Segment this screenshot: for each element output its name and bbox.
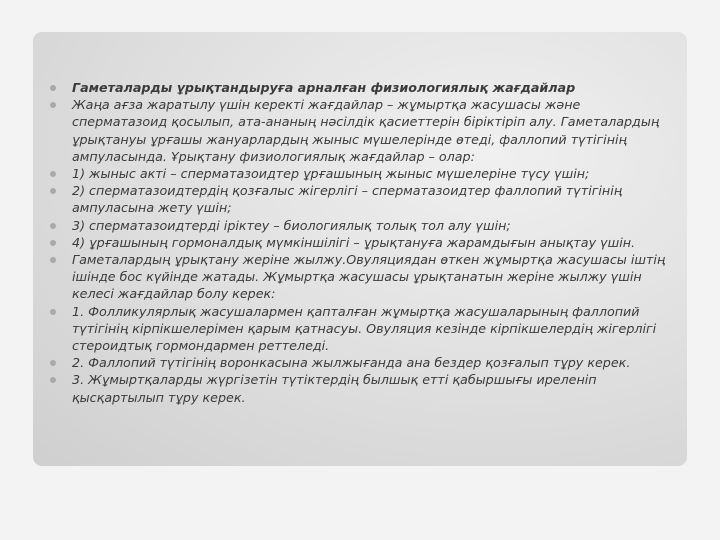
list-item — [50, 251, 675, 303]
list-item — [50, 303, 675, 355]
list-item-text: 2. Фаллопий түтігінің воронкасына жылжығанда ана бездер қозғалып тұру керек. — [72, 355, 631, 371]
bullet-list — [50, 79, 675, 406]
list-item — [50, 79, 675, 96]
list-item — [50, 182, 675, 216]
bullet-icon — [50, 309, 56, 315]
list-item-text: 4) ұрғашының гормоналдық мүмкіншілігі – ұрықтануға жарамдығын анықтау үшін. — [72, 234, 636, 250]
list-item-text: 3) сперматазоидтерді іріктеу – биологиялық толық тол алу үшін; — [72, 217, 511, 233]
bullet-icon — [50, 240, 56, 246]
list-item-text: 1. Фолликулярлық жасушалармен қапталған жұмыртқа жасушаларының фаллопий түтігінің кірпікшелерімен қарым қатнасуы. Овуляция кезінде кірпікшелердің жігерлігі стероидтық гормондармен реттеледі. — [72, 303, 657, 354]
list-item — [50, 234, 675, 251]
list-item-text: 2) сперматазоидтердің қозғалыс жігерлігі – сперматазоидтер фаллопий түтігінің ампуласына жету үшін; — [72, 183, 623, 216]
bullet-icon — [50, 102, 56, 108]
list-item — [50, 96, 675, 165]
bullet-icon — [50, 171, 56, 177]
list-item — [50, 217, 675, 234]
bullet-icon — [50, 360, 56, 366]
list-item-text: Гаметаларды ұрықтандыруға арналған физиологиялық жағдайлар — [72, 80, 576, 95]
list-item-text: 3. Жұмыртқаларды жүргізетін түтіктердің былшық етті қабыршығы иреленіп қысқартылып тұру керек. — [72, 372, 597, 405]
list-item — [50, 165, 675, 182]
bullet-icon — [50, 257, 56, 263]
bullet-icon — [50, 223, 56, 229]
bullet-icon — [50, 188, 56, 194]
list-item-text: Гаметалардың ұрықтану жеріне жылжу.Овуляциядан өткен жұмыртқа жасушасы іштің ішінде бос күйінде жатады. Жұмыртқа жасушасы ұрықтанатын жеріне жылжу үшін келесі жағдайлар болу керек: — [72, 252, 666, 302]
bullet-icon — [50, 85, 56, 91]
list-item — [50, 371, 675, 405]
list-item — [50, 354, 675, 371]
bullet-icon — [50, 377, 56, 383]
list-item-text: 1) жыныс акті – сперматазоидтер ұрғашының жыныс мүшелеріне түсу үшін; — [72, 166, 590, 182]
list-item-text: Жаңа ағза жаратылу үшін керекті жағдайлар – жұмыртқа жасушасы және сперматазоид қосылып, ата-ананың нәсілдік қасиеттерін біріктіріп алу. Гаметалардың ұрықтануы ұрғашы жануарлардың жыныс мүшелерінде өтеді, фаллопий түтігінің ампуласында. Ұрықтану физиологиялық жағдайлар – олар: — [72, 97, 660, 164]
